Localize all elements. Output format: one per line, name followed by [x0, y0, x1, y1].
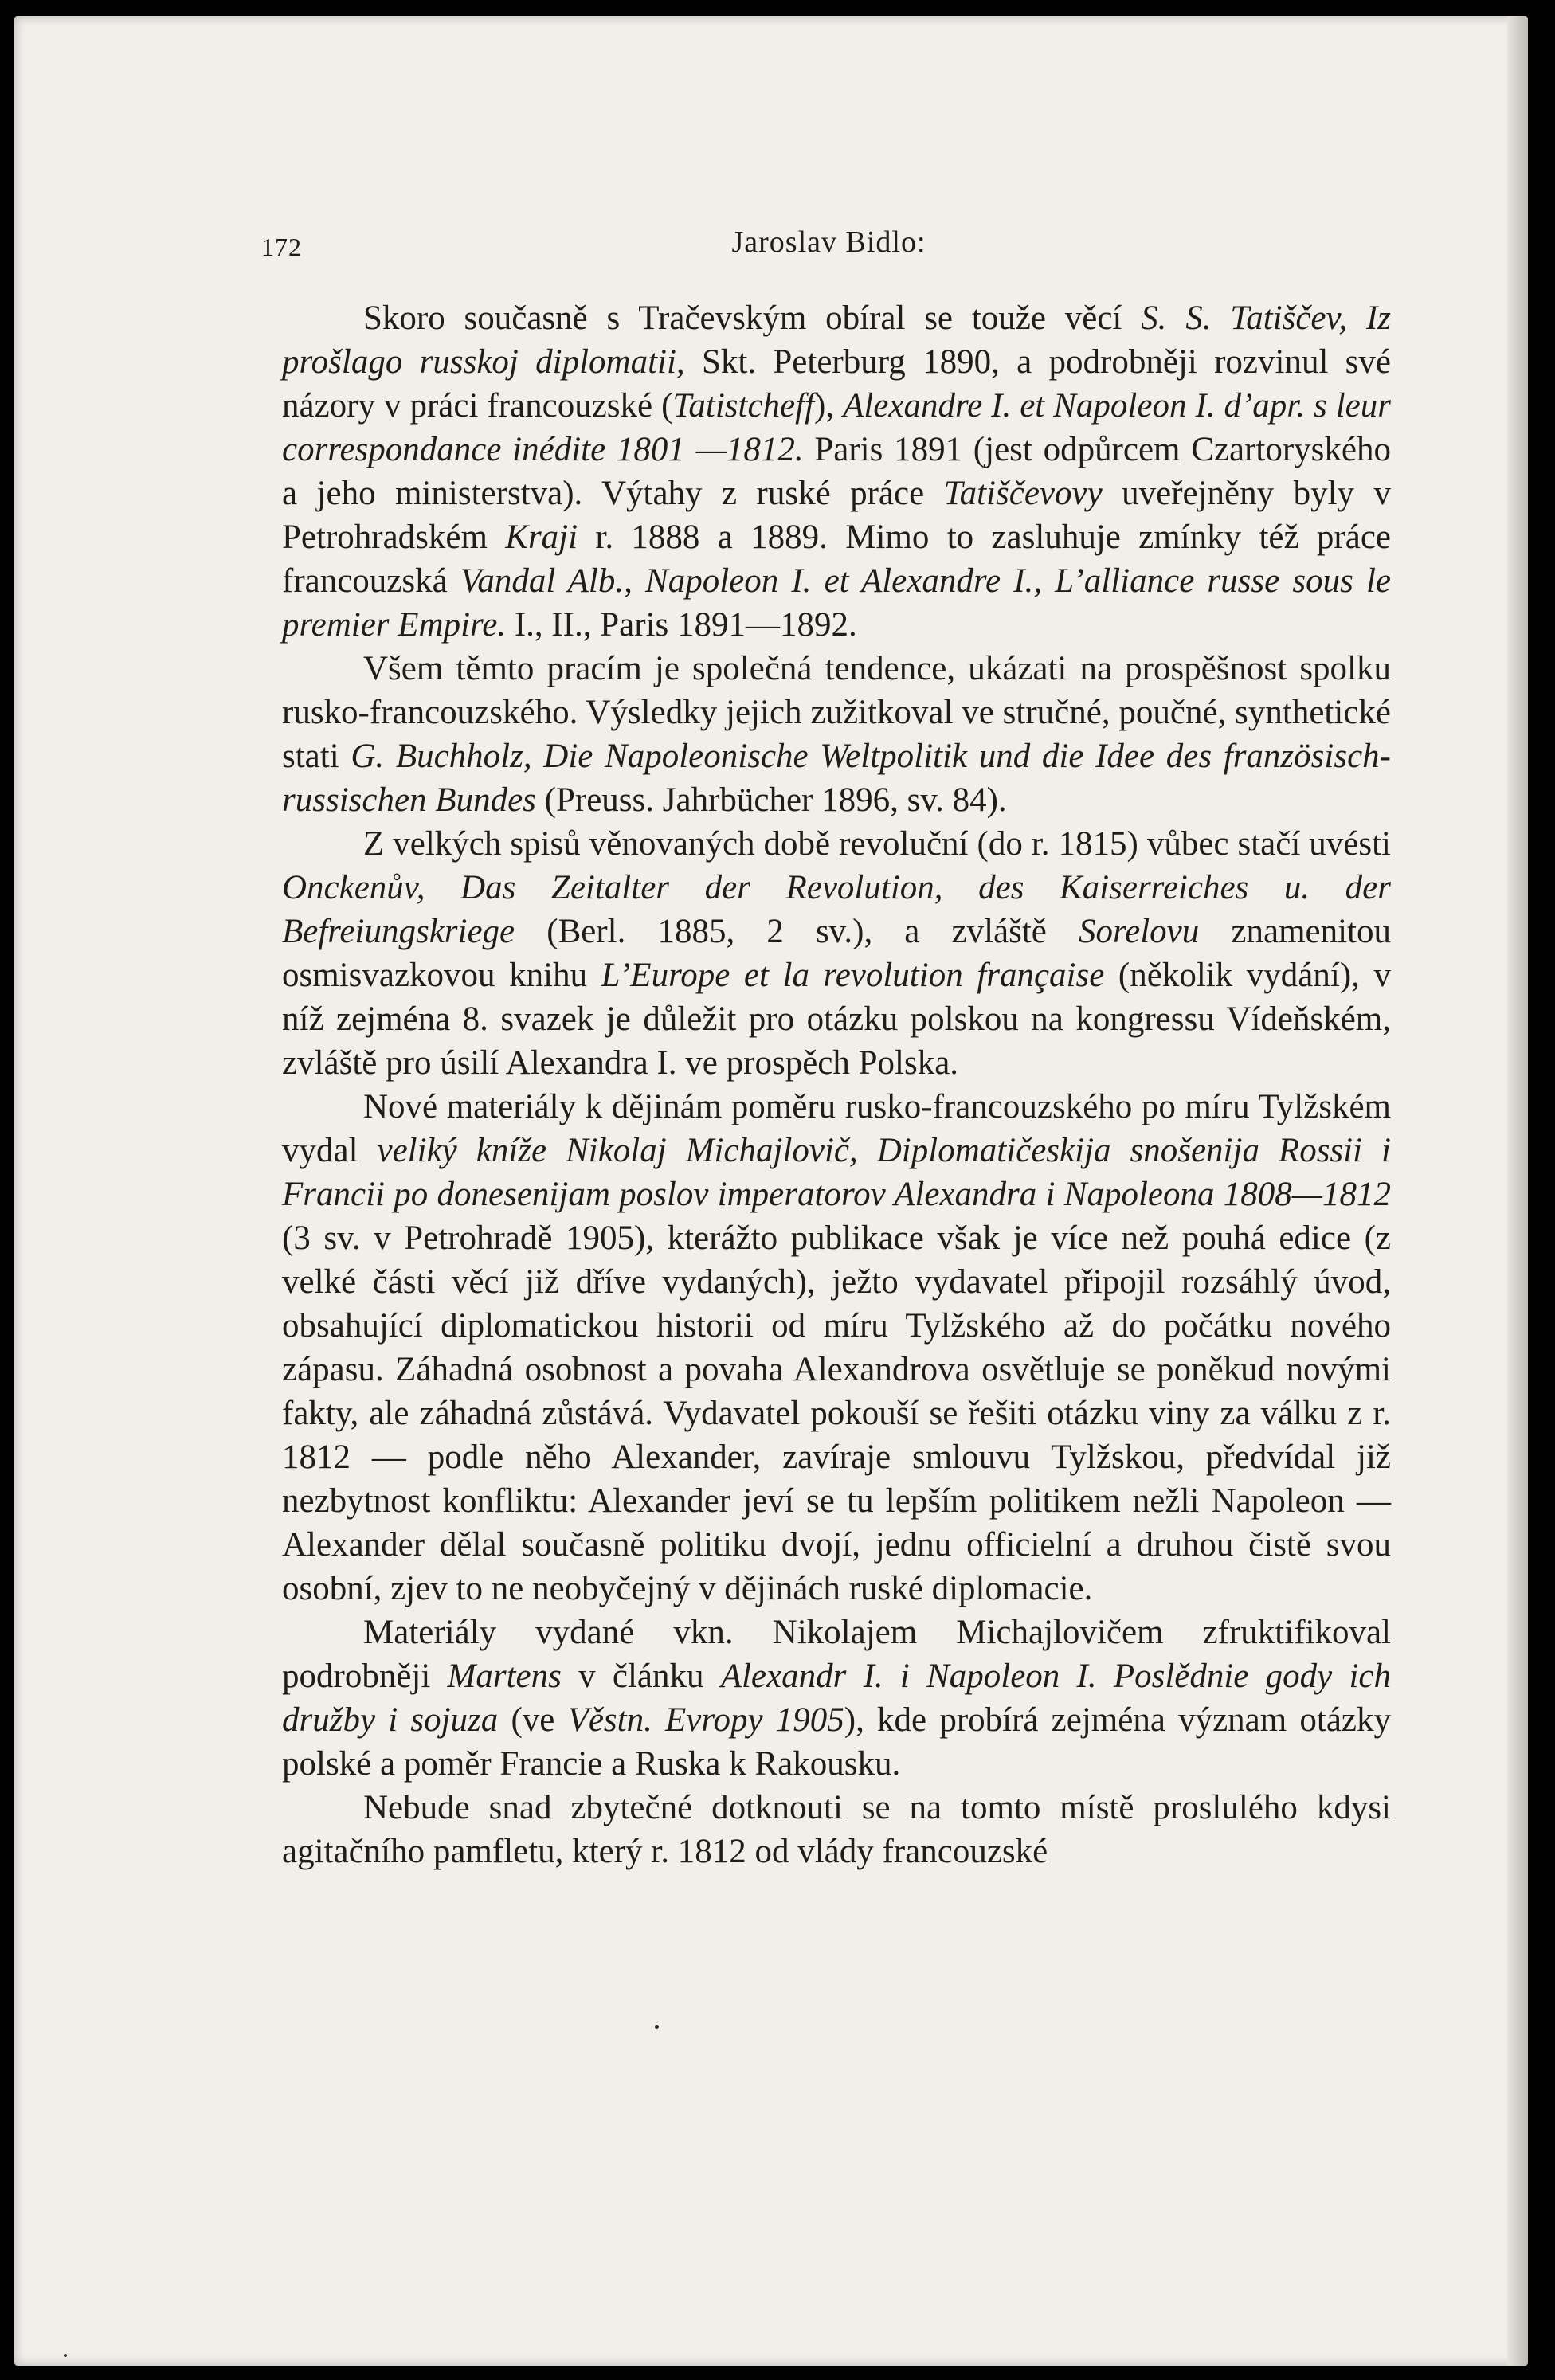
italic-citation: Sorelovu [1079, 913, 1200, 950]
text-run: Nebude snad zbytečné dotknouti se na tomto místě proslulého kdysi agitačního pamfletu, který r. 1812 od vlády francouzské [282, 1789, 1391, 1870]
running-head: Jaroslav Bidlo: [731, 225, 926, 259]
book-page [14, 16, 1528, 2366]
paragraph [282, 1611, 1391, 1786]
text-run: Z velkých spisů věnovaných době revoluční (do r. 1815) vůbec stačí uvésti [363, 825, 1391, 863]
italic-citation: S. S. Tatiščev, Iz prošlago russkoj diplomatii, [282, 299, 1392, 381]
italic-citation: Martens [447, 1658, 562, 1695]
text-run: Paris 1891 (jest odpůrcem Czartoryského a jeho ministerstva). Výtahy z ruské práce [282, 431, 1391, 512]
text-run: I., II., Paris 1891—1892. [506, 606, 857, 644]
text-run: ), [814, 387, 844, 425]
italic-citation: Alexandre I. et Napoleon I. d’apr. s leur correspondance inédite 1801 —1812. [282, 387, 1391, 468]
italic-citation: G. Buchholz, Die Napoleonische Weltpolitik und die Idee des französisch-russischen Bundes [282, 738, 1391, 819]
text-run: v článku [561, 1658, 721, 1695]
text-run: (Berl. 1885, 2 sv.), a zvláště [515, 913, 1079, 950]
text-run: Skt. Peterburg 1890, a podrobněji rozvinul své názory v práci francouzské ( [282, 343, 1391, 425]
italic-citation: L’Europe et la revolution française [601, 957, 1105, 994]
italic-citation: Tatistcheff [672, 387, 815, 425]
italic-citation: veliký kníže Nikolaj Michajlovič, Diplomatičeskija snošenija Rossii i Francii po donesenijam poslov imperatorov Alexandra i Napoleona 1808—1812 [282, 1132, 1391, 1213]
italic-citation: Tatiščevovy [943, 475, 1103, 512]
text-run: Materiály vydané vkn. Nikolajem Michajlovičem zfruktifikoval podrobněji [282, 1614, 1391, 1695]
page-binding-edge [1507, 16, 1528, 2366]
text-run: Všem těmto pracím je společná tendence, ukázati na prospěšnost spolku rusko-francouzského. Výsledky jejich zužitkoval ve stručné, poučné, synthetické stati [282, 650, 1391, 775]
body-text [282, 296, 1391, 1873]
paper-speck [64, 2354, 67, 2357]
text-run: (Preuss. Jahrbücher 1896, sv. 84). [535, 781, 1007, 819]
text-run: (ve [498, 1701, 568, 1739]
text-run: r. 1888 a 1889. Mimo to zasluhuje zmínky též práce francouzská [282, 519, 1391, 600]
text-run: ), kde probírá zejména význam otázky polské a poměr Francie a Ruska k Rakousku. [282, 1701, 1392, 1783]
paragraph [282, 1786, 1391, 1873]
italic-citation: Onckenův, Das Zeitalter der Revolution, des Kaiserreiches u. der Befreiungskriege [282, 869, 1391, 950]
text-run: Nové materiály k dějinám poměru rusko-francouzského po míru Tylžském vydal [282, 1088, 1391, 1169]
text-run: (několik vydání), v níž zejména 8. svazek je důležit pro otázku polskou na kongressu Vídeňském, zvláště pro úsilí Alexandra I. ve prospěch Polska. [282, 957, 1391, 1082]
paragraph [282, 1085, 1391, 1611]
italic-citation: Alexandr I. i Napoleon I. Poslědnie gody ich družby i sojuza [282, 1658, 1391, 1739]
text-run: Skoro současně s Tračevským obíral se touže věcí [363, 299, 1142, 337]
text-run: uveřejněny byly v Petrohradském [282, 475, 1391, 556]
paragraph [282, 647, 1391, 822]
text-run: (3 sv. v Petrohradě 1905), kterážto publikace však je více než pouhá edice (z velké části věcí již dříve vydaných), ježto vydavatel připojil rozsáhlý úvod, obsahující diplomatickou historii od míru Tylžského až do počátku nového zápasu. Záhadná osobnost a povaha Alexandrova osvětluje se poněkud novými fakty, ale záhadná zůstává. Vydavatel pokouší se řešiti otázku viny za válku z r. 1812 — podle něho Alexander, zavíraje smlouvu Tylžskou, předvídal již nezbytnost konfliktu: Alexander jeví se tu lepším politikem nežli Napoleon — Alexander dělal současně politiku dvojí, jednu officielní a druhou čistě svou osobní, zjev to ne neobyčejný v dějinách ruské diplomacie. [282, 1219, 1391, 1607]
italic-citation: Kraji [505, 519, 578, 556]
text-run: znamenitou osmisvazkovou knihu [282, 913, 1391, 994]
italic-citation: Vandal Alb., Napoleon I. et Alexandre I., L’alliance russe sous le premier Empire. [282, 562, 1391, 644]
paragraph [282, 296, 1391, 647]
page-header [261, 225, 1396, 272]
paper-speck [655, 2025, 659, 2029]
italic-citation: Věstn. Evropy 1905 [567, 1701, 844, 1739]
paragraph [282, 822, 1391, 1085]
page-number: 172 [261, 233, 302, 261]
